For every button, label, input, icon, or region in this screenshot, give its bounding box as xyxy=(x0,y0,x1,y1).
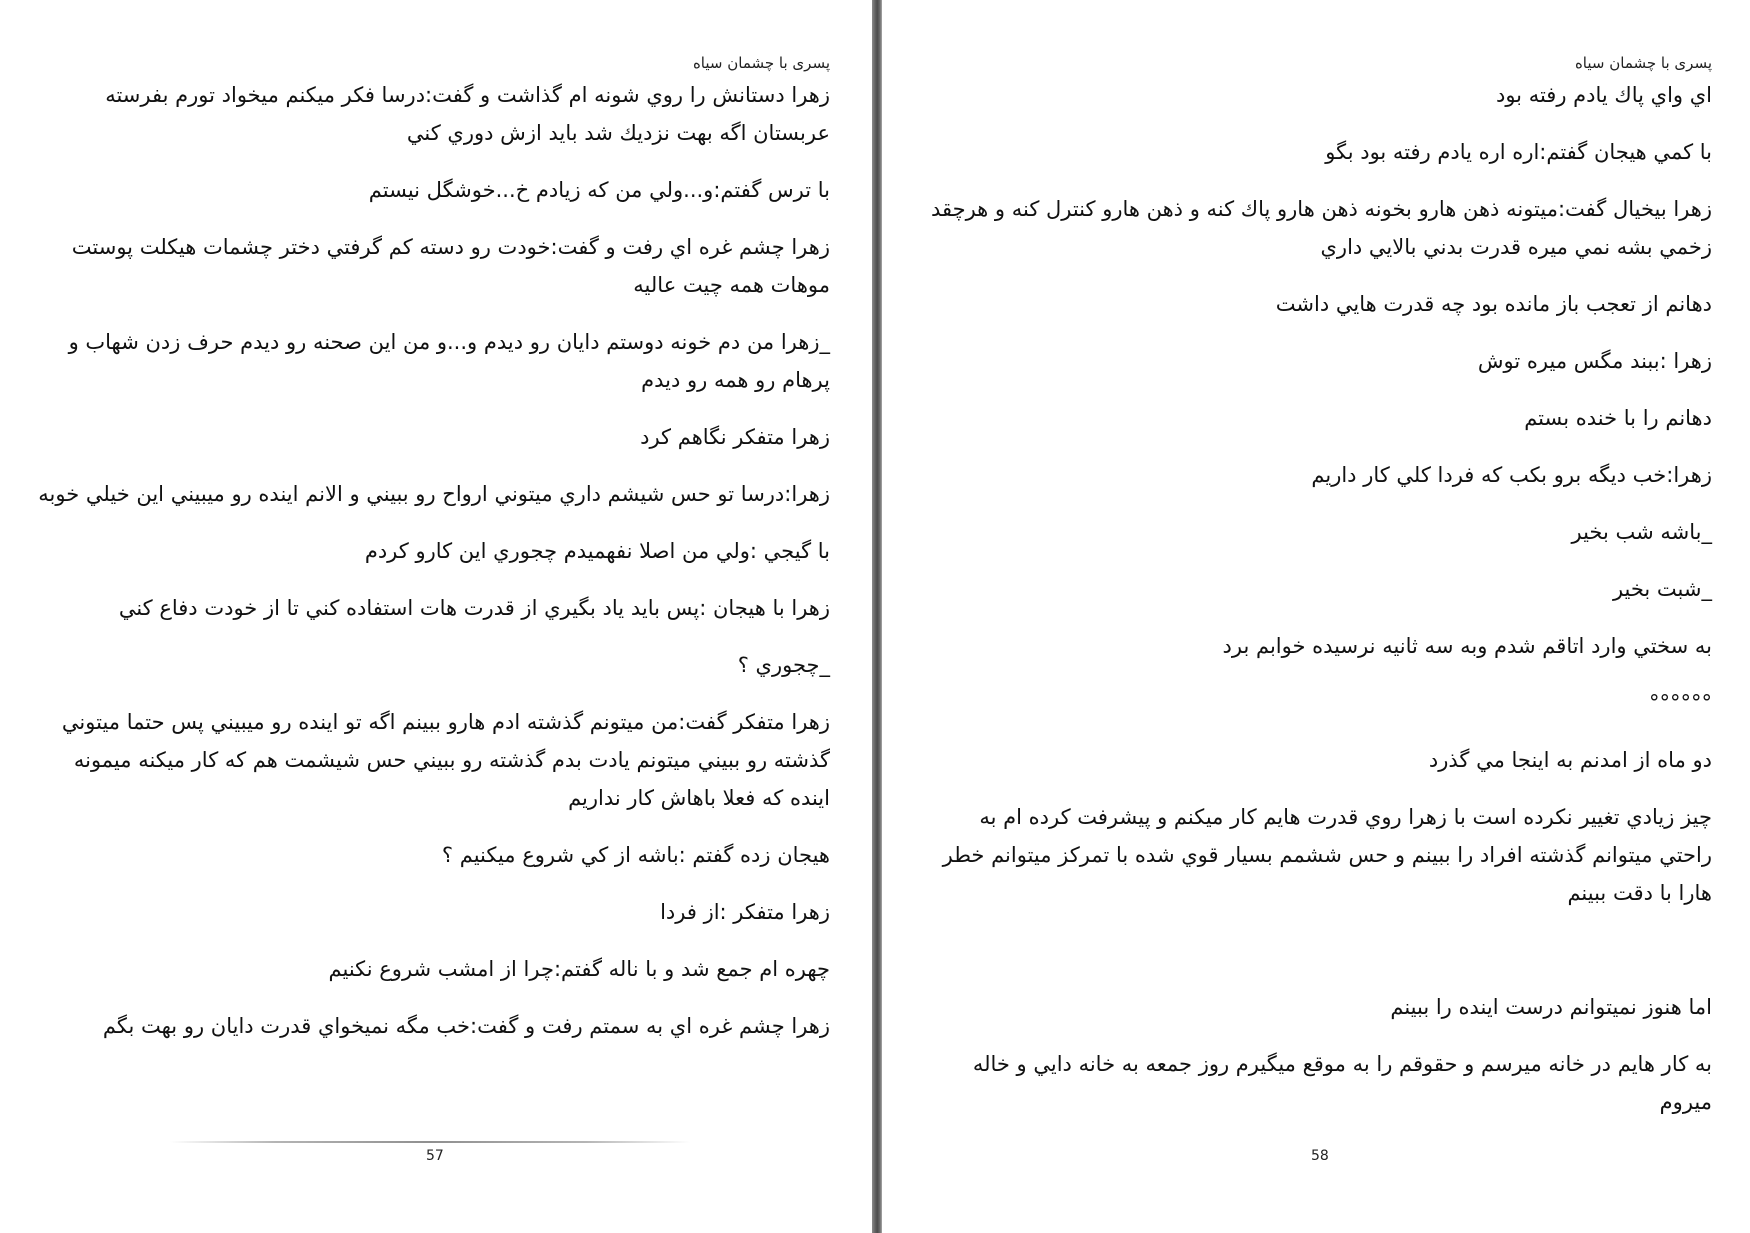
paragraph: اما هنوز نميتوانم درست اينده را ببينم xyxy=(1390,995,1712,1019)
paragraph: زهرا دستانش را روي شونه ام گذاشت و گفت:درسا فكر ميكنم ميخواد تورم بفرسته عربستان اگه بهت نزديك شد بايد ازش دوري كني xyxy=(105,83,830,145)
running-header: پسری با چشمان سیاه xyxy=(1574,54,1712,72)
paragraph: زهرا متفكر :از فردا xyxy=(660,900,830,924)
paragraph: دهانم را با خنده بستم xyxy=(1524,406,1712,430)
paragraph: به كار هايم در خانه ميرسم و حقوقم را به موقع ميگيرم روز جمعه به خانه دايي و خاله ميروم xyxy=(972,1052,1712,1114)
paragraph: زهرا چشم غره اي رفت و گفت:خودت رو دسته كم گرفتي دختر چشمات هيكلت پوستت موهات همه چيت عاليه xyxy=(71,235,830,297)
paragraph: _زهرا من دم خونه دوستم دايان رو ديدم و...و من اين صحنه رو ديدم حرف زدن شهاب و پرهام رو همه رو ديدم xyxy=(68,330,830,392)
right-page xyxy=(882,0,1750,1233)
paragraph: به سختي وارد اتاقم شدم وبه سه ثانيه نرسيده خوابم برد xyxy=(1222,634,1712,658)
left-page xyxy=(0,0,872,1233)
paragraph: با گيجي :ولي من اصلا نفهميدم چجوري اين كارو كردم xyxy=(364,539,830,563)
paragraph: _باشه شب بخير xyxy=(1571,520,1712,544)
paragraph: _شبت بخير xyxy=(1612,577,1712,601)
paragraph: زهرا :ببند مگس ميره توش xyxy=(1477,349,1712,373)
blank-line xyxy=(930,931,1712,988)
paragraph: دو ماه از امدنم به اينجا مي گذرد xyxy=(1428,748,1712,772)
running-header: پسری با چشمان سیاه xyxy=(692,54,830,72)
paragraph: زهرا:خب ديگه برو بكب كه فردا كلي كار داريم xyxy=(1311,463,1712,487)
page-number: 57 xyxy=(426,1148,444,1164)
paragraph: زهرا با هيجان :پس بايد ياد بگيري از قدرت هات استفاده كني تا از خودت دفاع كني xyxy=(118,596,830,620)
page-number: 58 xyxy=(1311,1148,1329,1164)
paragraph: زهرا چشم غره اي به سمتم رفت و گفت:خب مگه نميخواي قدرت دايان رو بهت بگم xyxy=(102,1014,830,1038)
paragraph: زهرا متفكر نگاهم كرد xyxy=(640,425,830,449)
paragraph: با ترس گفتم:و...ولي من كه زيادم خ...خوشگل نيستم xyxy=(368,178,830,202)
page-body xyxy=(36,76,830,1064)
paragraph: اي واي پاك يادم رفته بود xyxy=(1495,83,1712,107)
paragraph: زهرا:درسا تو حس شيشم داري ميتوني ارواح رو ببيني و الانم اينده رو ميبيني اين خيلي خوبه xyxy=(38,482,830,506)
paragraph: چيز زيادي تغيير نكرده است با زهرا روي قدرت هايم كار ميكنم و پيشرفت كرده ام به راحتي ميتوانم گذشته افراد را ببينم و حس ششمم بسيار قوي شده با تمركز ميتوانم خطر هارا با دقت ببينم xyxy=(942,805,1712,905)
book-gutter xyxy=(872,0,882,1233)
page-body xyxy=(930,76,1712,1140)
paragraph: چهره ام جمع شد و با ناله گفتم:چرا از امشب شروع نكنيم xyxy=(328,957,830,981)
footer-divider xyxy=(170,1141,690,1143)
paragraph: دهانم از تعجب باز مانده بود چه قدرت هايي داشت xyxy=(1275,292,1712,316)
scene-break: °°°°°° xyxy=(1649,691,1712,715)
paragraph: _چجوري ؟ xyxy=(737,653,830,677)
paragraph: هيجان زده گفتم :باشه از كي شروع ميكنيم ؟ xyxy=(441,843,830,867)
paragraph: با كمي هيجان گفتم:اره اره يادم رفته بود بگو xyxy=(1325,140,1712,164)
paragraph: زهرا بيخيال گفت:ميتونه ذهن هارو بخونه ذهن هارو پاك كنه و ذهن هارو كنترل كنه و هرچقد زخمي بشه نمي ميره قدرت بدني بالايي داري xyxy=(930,197,1712,259)
paragraph: زهرا متفكر گفت:من ميتونم گذشته ادم هارو ببينم اگه تو اينده رو ميبيني پس حتما ميتوني گذشته رو ببيني ميتونم يادت بدم گذشته رو ببيني حس شيشمت هم كه كار ميكنه ميمونه اينده كه فعلا باهاش كار نداريم xyxy=(61,710,830,810)
